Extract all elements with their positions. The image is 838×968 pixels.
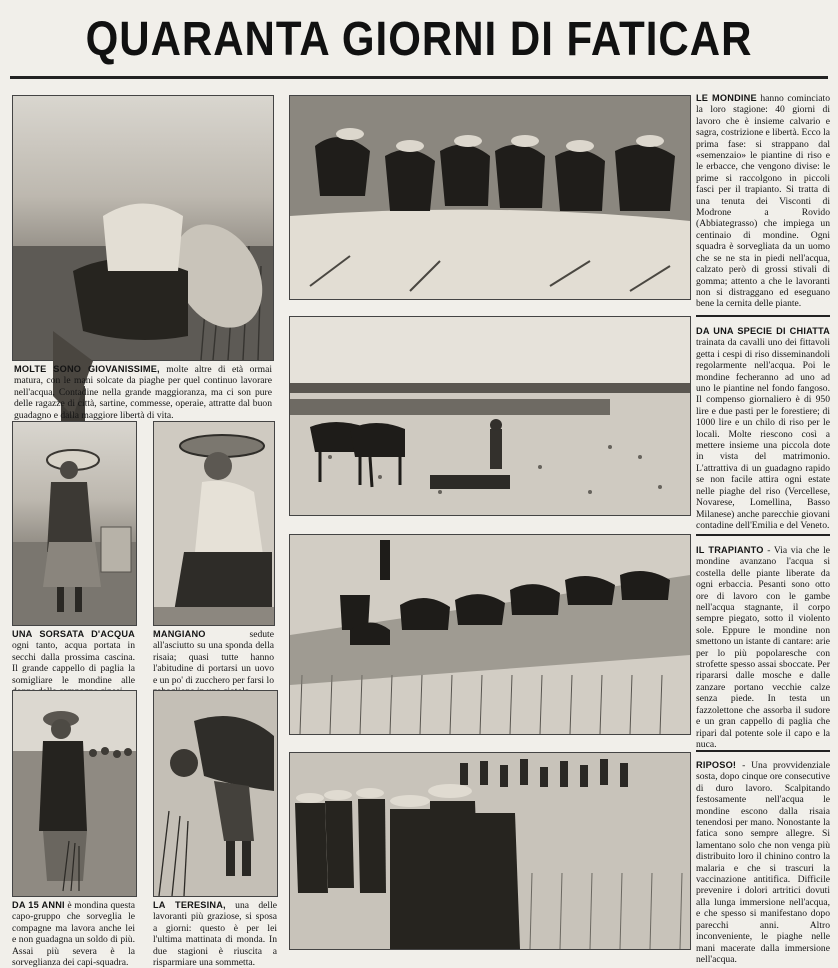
caption-mangiano	[153, 629, 274, 685]
separator	[696, 315, 830, 317]
photo-drinking-girl	[12, 421, 137, 626]
caption-quindici-anni	[12, 900, 135, 968]
caption-chiatta	[696, 326, 830, 531]
caption-riposo	[696, 760, 830, 965]
caption-chiatta-body: trainata da cavalli uno dei fittavoli getta i cespi di riso disseminandoli regolarmente nell'acqua. Poi le mondine fecheranno ad uno ad uno le piantine nel fondo fangoso. Il compenso giornaliero è di 950 lire e due pasti per le forestiere; di 1000 lire e un chilo di riso per le locali. Molte riescono così a mettere insieme una piccola dote in vista del matrimonio. L'attrattiva di un guadagno rapido se non facile attira ogni estate nelle piaghe del riso (Vercellese, Novarese, Lomellina, Basso Milanese) anche parecchie giovani contadine dell'Emilia e del Veneto.	[696, 337, 830, 531]
photo-teresina	[153, 690, 278, 897]
caption-mondine-lead: LE MONDINE	[696, 93, 757, 103]
caption-teresina-body: una delle lavoranti più graziose, si sposa a giorni: questo è per lei l'ultima mattinata di monda. In due stagioni è riuscita a risparmiare una sommetta.	[153, 900, 277, 968]
photo-resting-crowd	[289, 752, 691, 950]
caption-quindici-anni-lead: DA 15 ANNI	[12, 900, 65, 910]
caption-mondine	[696, 93, 830, 310]
caption-sorsata-lead: UNA SORSATA D'ACQUA	[12, 629, 135, 639]
photo-transplanting	[289, 534, 691, 735]
photo-horses-cart	[289, 316, 691, 516]
caption-mondine-body: hanno cominciato la loro stagione: 40 giorni di lavoro che è insieme calvario e sagra, costrizione e libertà. Ecco la prima fase: si strappano dal «semenzaio» le piantine di riso e le erbacce, che vengono divise: le prime si raccolgono in piccoli fasci per il trapianto. Si tratta di una tenuta dei Visconti di Modrone a Rovido (Abbiategrasso) che impiega un centinaio di mondine. Ogni squadra è sorvegliata da un uomo che se ne sta in piedi nell'acqua, calzato però di grossi stivali di gomma; attento a che le lavoranti non si distraggano ed eseguano bene la cernita delle piante.	[696, 93, 830, 310]
caption-trapianto-body: - Via via che le mondine avanzano l'acqua si costella delle piante liberate da ogni erbaccia. Pesanti sono otto ore di lavoro con le gambe nell'acqua stagnante, il corpo sempre piegato, sotto il violento sole. Eppure le mondine non smettono un istante di cantare: arie per lo più popolaresche con strofette spesso assai sboccate. Per ripararsi dalle mosche e dalle zanzare portano vecchie calze senza piede. In testa un fazzolettone che assorba il sudore e un gran cappello di paglia che ripari dal potente sole il capo e la nuca.	[696, 545, 830, 750]
caption-trapianto-lead: IL TRAPIANTO	[696, 545, 764, 555]
caption-giovanissime	[14, 364, 273, 421]
caption-riposo-lead: RIPOSO!	[696, 760, 737, 770]
photo-row-workers	[289, 95, 691, 300]
caption-riposo-body: - Una provvidenziale sosta, dopo cinque ore consecutive di duro lavoro. Scalpitando festosamente nell'acqua le mondine escono dalla risaia tenendosi per mano. Nonostante la fatica sono sempre allegre. Si lamentano solo che non venga più distribuito loro il chinino contro la malaria e che si trascuri la vaccinazione antitifica. Difficile prevenire i dolori artritici dovuti alla lunga immersione nell'acqua, e che spesso si manifestano dopo parecchi anni. Altro inconveniente, le piaghe nelle mani macerate dalla immersione nell'acqua.	[696, 760, 830, 965]
caption-giovanissime-body: molte altre di età ormai matura, con le mani solcate da piaghe per quel continuo lavorare nell'acqua. Contadine nella grande maggioranza, ma ci son pure delle ragazze di città, sartine, commesse, operaie, attratte dal buon guadagno e dalla maggiore libertà di vita.	[14, 364, 273, 421]
headline: QUARANTA GIORNI DI FATICAR	[85, 11, 753, 66]
caption-sorsata-body: ogni tanto, acqua portata in secchi dalla prossima cascina. Il grande cappello di paglia la somigliare le mondine alle	[12, 640, 135, 686]
caption-teresina	[153, 900, 277, 968]
caption-trapianto	[696, 545, 830, 750]
caption-sorsata	[12, 629, 135, 685]
caption-giovanissime-lead: MOLTE SONO GIOVANISSIME,	[14, 364, 160, 374]
caption-mangiano-lead: MANGIANO	[153, 629, 206, 639]
separator	[696, 750, 830, 752]
caption-teresina-lead: LA TERESINA,	[153, 900, 226, 910]
caption-mangiano-body: sedute all'asciutto su una sponda della risaia; quasi tutte hanno l'abitudine di portarsi un uovo e un po' di zucchero per farsi lo	[153, 629, 274, 686]
caption-chiatta-lead: DA UNA SPECIE DI CHIATTA	[696, 326, 830, 336]
photo-eating-girl	[153, 421, 275, 626]
headline-rule	[10, 76, 828, 79]
photo-young-mondina	[12, 95, 274, 361]
caption-quindici-anni-body: è mondina questa capo-gruppo che sorveglia le compagne ma lavora anche lei e non guadagna un soldo di più. Assai più severa è la sorveglianza dei capi-squadra.	[12, 900, 135, 968]
separator	[696, 534, 830, 536]
photo-group-leader	[12, 690, 137, 897]
